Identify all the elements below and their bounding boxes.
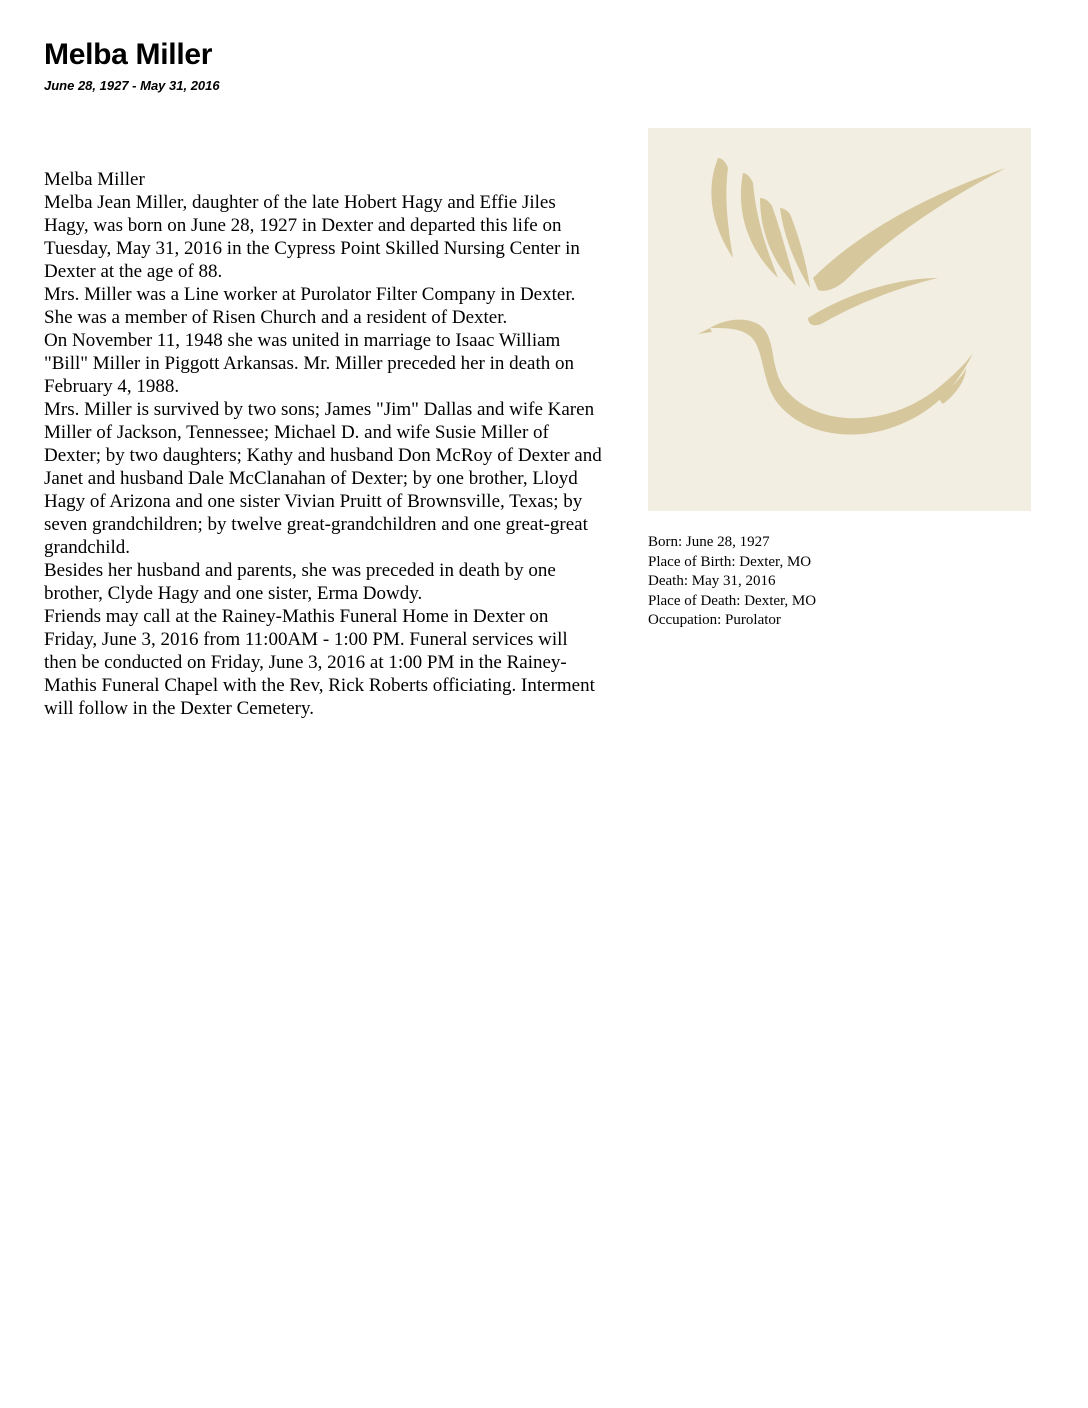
obituary-paragraph-birth: Melba Jean Miller, daughter of the late Hobert Hagy and Effie Jiles Hagy, was born on June 28, 1927 in Dexter and departed this life on Tuesday, May 31, 2016 in the Cypress Point Skilled Nursing Center in Dexter at the age of 88. bbox=[44, 192, 580, 282]
deceased-name: Melba Miller bbox=[44, 38, 213, 71]
obituary-paragraph-marriage: On November 11, 1948 she was united in marriage to Isaac William "Bill" Miller in Piggott Arkansas. Mr. Miller preceded her in death on February 4, 1988. bbox=[44, 330, 575, 397]
obituary-paragraph-services: Friends may call at the Rainey-Mathis Funeral Home in Dexter on Friday, June 3, 2016 from 11:00AM - 1:00 PM. Funeral services will then be conducted on Friday, June 3, 2016 at 1:00 PM in the Rainey-Mathis Funeral Chapel with the Rev, Rick Roberts officiating. Interment will follow in the Dexter Cemetery. bbox=[44, 606, 595, 719]
fact-death: Death: May 31, 2016 bbox=[648, 573, 776, 589]
fact-occupation: Occupation: Purolator bbox=[648, 612, 781, 628]
fact-place-of-death: Place of Death: Dexter, MO bbox=[648, 592, 817, 609]
memorial-photo bbox=[648, 128, 1031, 511]
obituary-text bbox=[44, 168, 604, 720]
obituary-paragraph-work: Mrs. Miller was a Line worker at Purolator Filter Company in Dexter. She was a member of Risen Church and a resident of Dexter. bbox=[44, 284, 576, 328]
fact-place-of-birth: Place of Birth: Dexter, MO bbox=[648, 553, 812, 570]
dove-icon bbox=[648, 128, 1031, 511]
life-dates: June 28, 1927 - May 31, 2016 bbox=[44, 78, 220, 93]
obituary-paragraph-preceded: Besides her husband and parents, she was preceded in death by one brother, Clyde Hagy and one sister, Erma Dowdy. bbox=[44, 560, 556, 604]
obituary-title: Melba Miller bbox=[44, 169, 145, 190]
header bbox=[44, 38, 220, 94]
obituary-paragraph-survivors: Mrs. Miller is survived by two sons; James "Jim" Dallas and wife Karen Miller of Jackson, Tennessee; Michael D. and wife Susie Miller of Dexter; by two daughters; Kathy and husband Don McRoy of Dexter and Janet and husband Dale McClanahan of Dexter; by one brother, Lloyd Hagy of Arizona and one sister Vivian Pruitt of Brownsville, Texas; by seven grandchildren; by twelve great-grandchildren and one great-great grandchild. bbox=[44, 399, 602, 558]
fact-born: Born: June 28, 1927 bbox=[648, 534, 770, 550]
vital-facts bbox=[648, 533, 816, 631]
